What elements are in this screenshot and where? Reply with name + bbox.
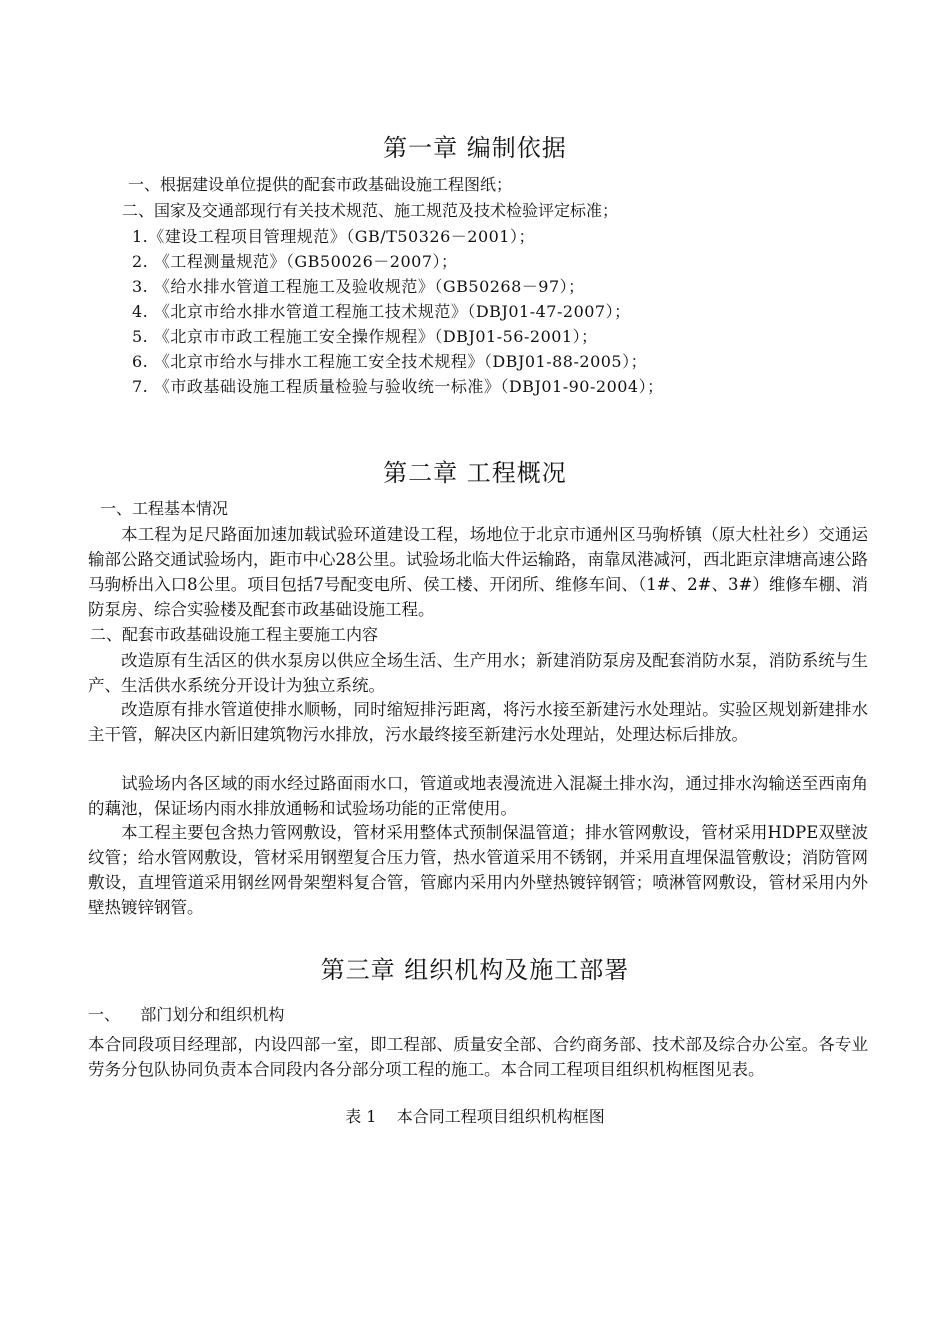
reference-item-1: 1.《建设工程项目管理规范》（GB/T50326－2001）； xyxy=(132,227,535,246)
paragraph-pipe-network xyxy=(88,820,868,920)
paragraph-drainage xyxy=(88,697,868,747)
chapter3-title: 第三章 组织机构及施工部署 xyxy=(320,956,630,984)
paragraph-water-supply xyxy=(88,648,868,698)
paragraph-basic-info-text: 本工程为足尺路面加速加载试验环道建设工程，场地位于北京市通州区马驹桥镇（原大杜社乡）交通运输部公路交通试验场内，距市中心28公里。试验场北临大件运输路，南靠凤港减河，西北距京津塘高速公路马驹桥出入口8公里。项目包括7号配变电所、侯工楼、开闭所、维修车间、（1#、2#、3#）维修车棚、消防泵房、综合实验楼及配套市政基础设施工程。 xyxy=(88,525,868,619)
paragraph-organization: 本合同段项目经理部，内设四部一室，即工程部、质量安全部、合约商务部、技术部及综合办公室。各专业劳务分包队协同负责本合同段内各分部分项工程的施工。本合同工程项目组织机构框图见表。 xyxy=(88,1035,868,1079)
paragraph-water-supply-text: 改造原有生活区的供水泵房以供应全场生活、生产用水；新建消防泵房及配套消防水泵，消防系统与生产、生活供水系统分开设计为独立系统。 xyxy=(88,651,868,695)
paragraph-rainwater-text: 试验场内各区域的雨水经过路面雨水口，管道或地表漫流进入混凝土排水沟，通过排水沟输送至西南角的藕池，保证场内雨水排放通畅和试验场功能的正常使用。 xyxy=(88,774,868,818)
reference-item-3: 3. 《给水排水管道工程施工及验收规范》（GB50268－97）； xyxy=(132,277,585,296)
reference-item-4: 4. 《北京市给水排水管道工程施工技术规范》（DBJ01-47-2007）； xyxy=(132,302,631,321)
basis-item-2: 二、国家及交通部现行有关技术规范、施工规范及技术检验评定标准； xyxy=(122,201,619,220)
paragraph-rainwater xyxy=(88,771,868,821)
paragraph-basic-info xyxy=(88,522,868,622)
section-heading-organization: 一、 部门划分和组织机构 xyxy=(88,1005,285,1024)
reference-item-7: 7. 《市政基础设施工程质量检验与验收统一标准》（DBJ01-90-2004）； xyxy=(132,377,664,396)
chapter1-title: 第一章 编制依据 xyxy=(383,134,567,162)
reference-item-5: 5. 《北京市市政工程施工安全操作规程》（DBJ01-56-2001）； xyxy=(132,327,598,346)
paragraph-drainage-text: 改造原有排水管道使排水顺畅，同时缩短排污距离，将污水接至新建污水处理站。实验区规划新建排水主干管，解决区内新旧建筑物污水排放，污水最终接至新建污水处理站，处理达标后排放。 xyxy=(88,700,868,744)
section-heading-basic-info: 一、工程基本情况 xyxy=(100,499,229,518)
reference-item-6: 6. 《北京市给水与排水工程施工安全技术规程》（DBJ01-88-2005）； xyxy=(132,352,648,371)
chapter2-title: 第二章 工程概况 xyxy=(383,459,567,487)
reference-item-2: 2. 《工程测量规范》（GB50026－2007）； xyxy=(132,252,458,271)
table-caption: 表 1 本合同工程项目组织机构框图 xyxy=(345,1107,605,1126)
paragraph-pipe-network-text: 本工程主要包含热力管网敷设，管材采用整体式预制保温管道；排水管网敷设，管材采用HDPE双壁波纹管；给水管网敷设，管材采用钢塑复合压力管，热水管道采用不锈钢，并采用直埋保温管敷设；消防管网敷设，直埋管道采用钢丝网骨架塑料复合管，管廊内采用内外壁热镀锌钢管；喷淋管网敷设，管材采用内外壁热镀锌钢管。 xyxy=(88,823,868,917)
section-heading-main-works: 二、配套市政基础设施工程主要施工内容 xyxy=(90,625,379,644)
basis-item-1: 一、根据建设单位提供的配套市政基础设施工程图纸； xyxy=(128,175,513,194)
